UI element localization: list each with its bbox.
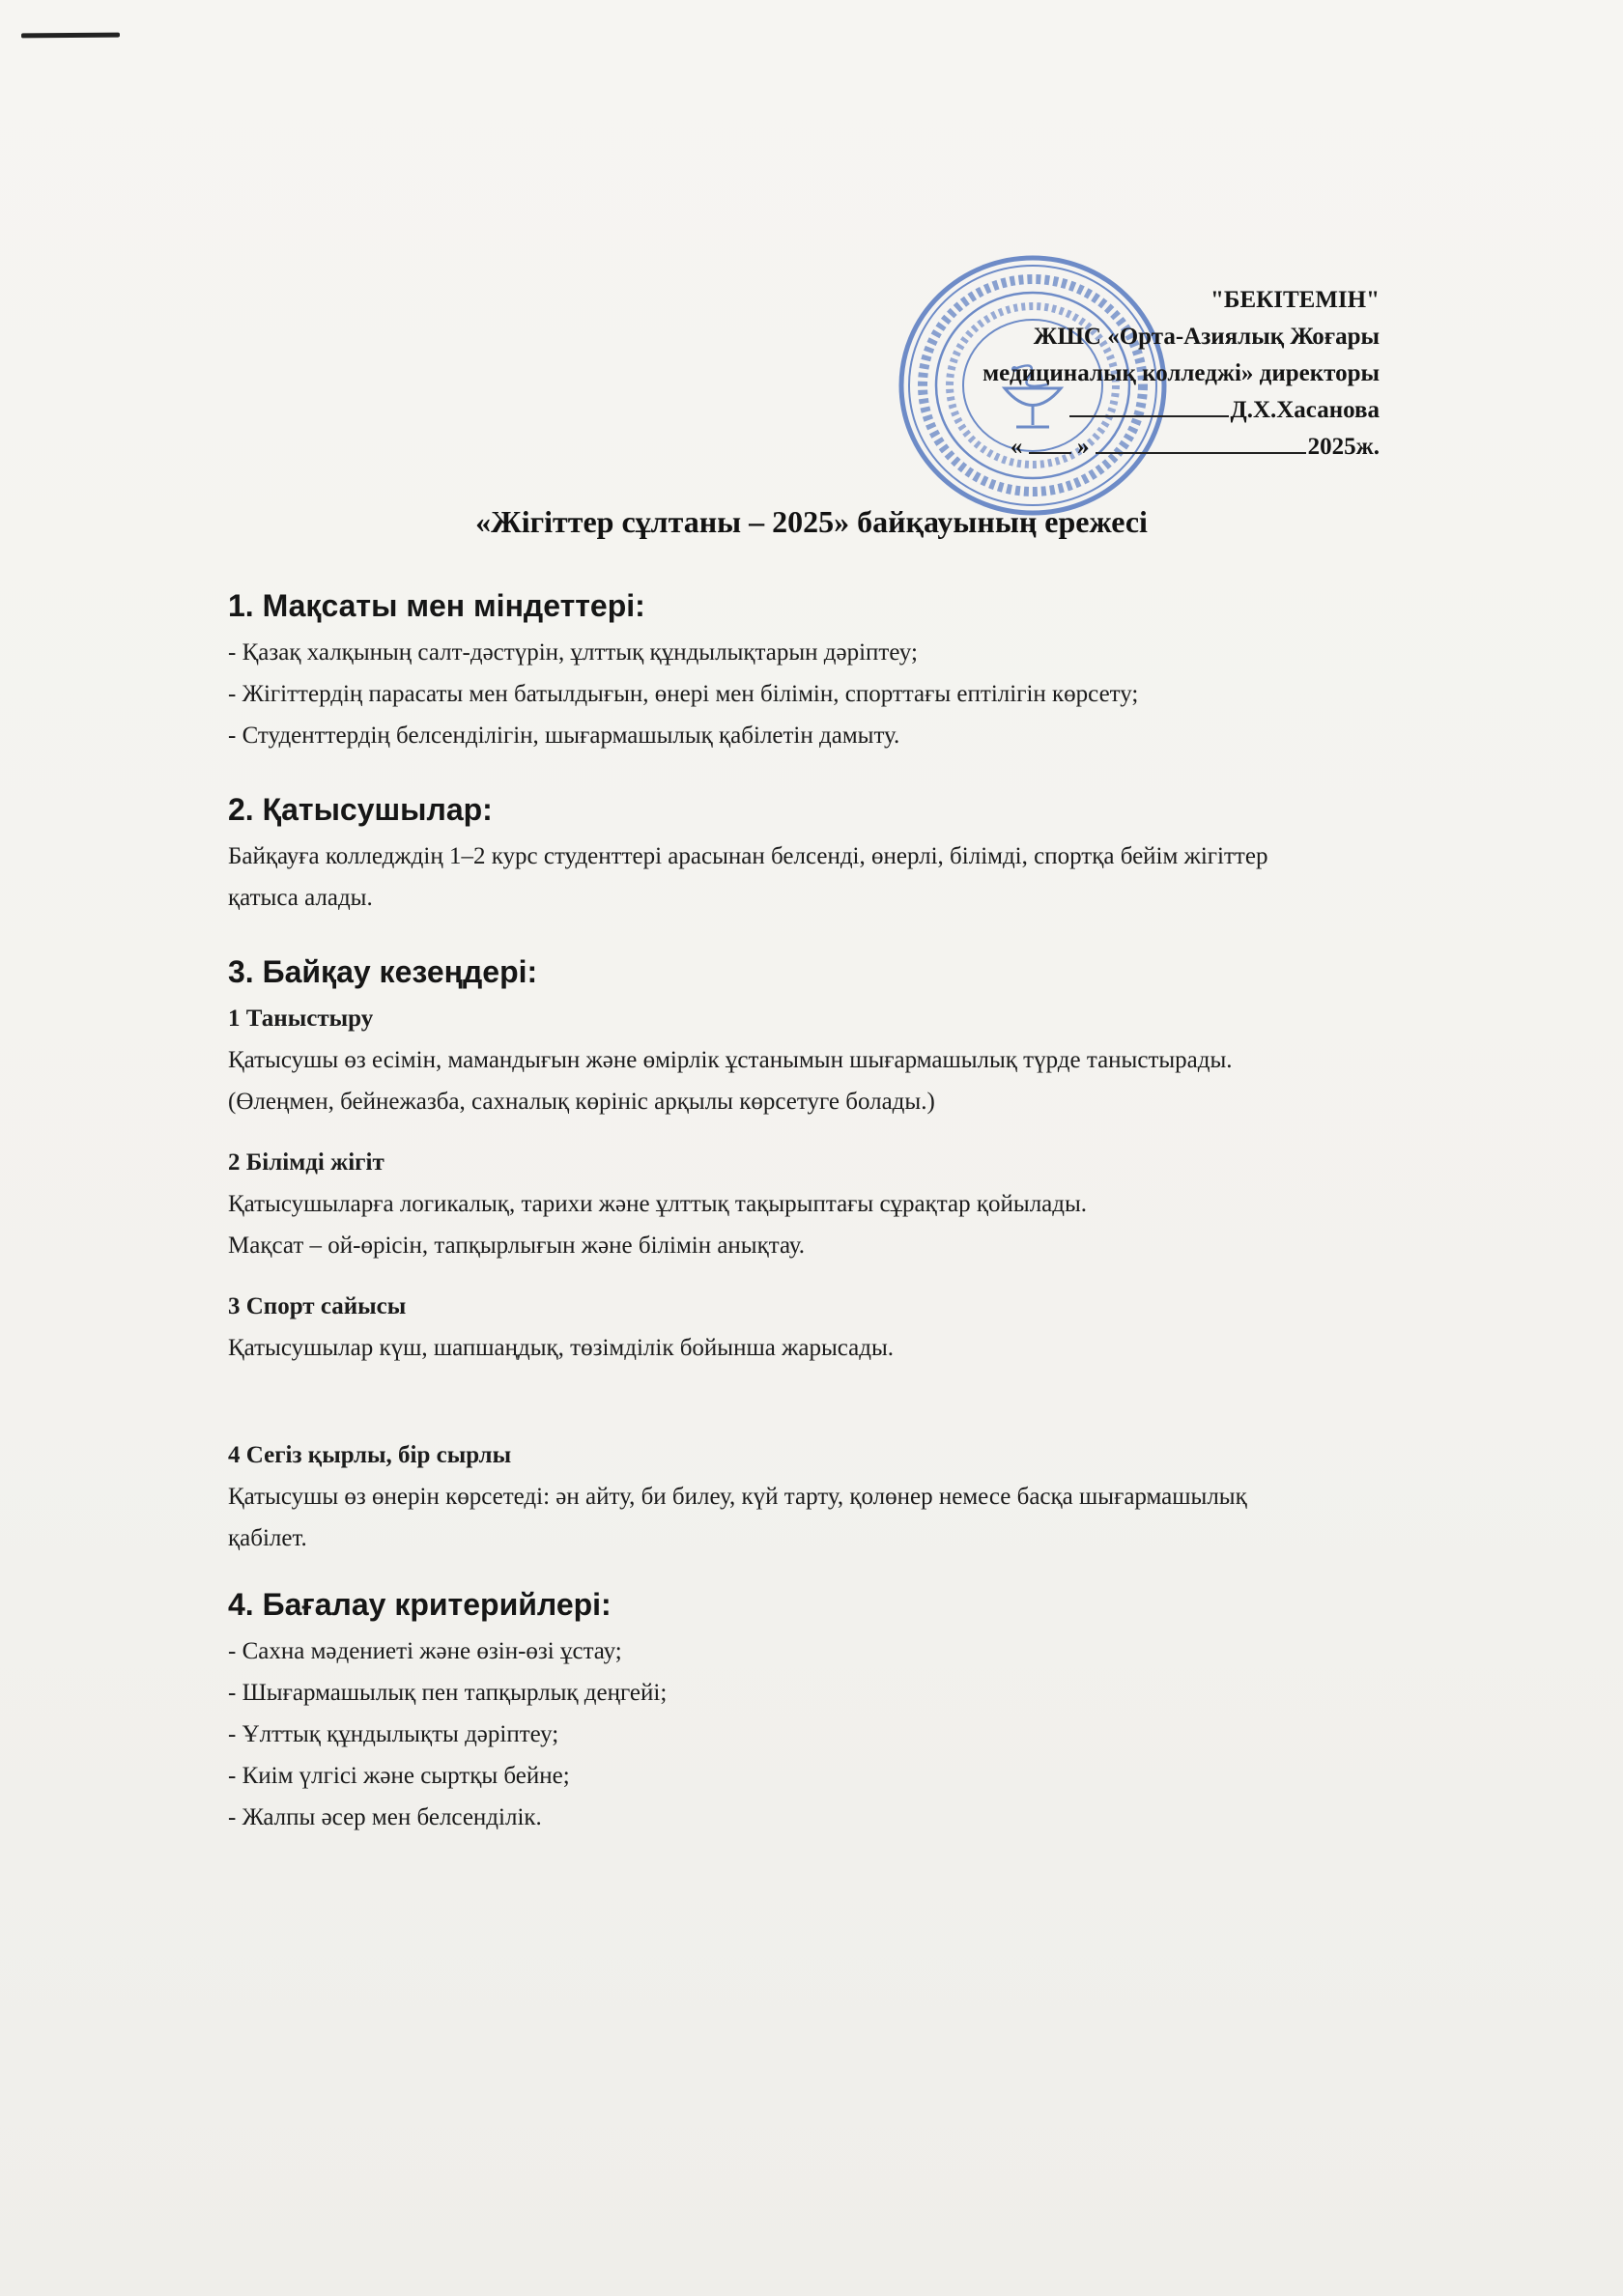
stage-2-title: 2 Білімді жігіт bbox=[228, 1149, 384, 1176]
stage-3-text: Қатысушылар күш, шапшаңдық, төзімділік бойынша жарысады. bbox=[228, 1335, 895, 1361]
date-day-blank bbox=[1029, 452, 1071, 454]
approval-position: медициналық колледжі» директоры bbox=[982, 360, 1380, 386]
section-1-heading: 1. Мақсаты мен міндеттері: bbox=[228, 588, 645, 623]
list-item: - Ұлттық құндылықты дәріптеу; bbox=[228, 1721, 559, 1747]
date-close-quote: » bbox=[1076, 434, 1090, 460]
list-item: - Қазақ халқының салт-дәстүрін, ұлттық құндылықтарын дәріптеу; bbox=[228, 639, 918, 666]
stage-3-title: 3 Спорт сайысы bbox=[228, 1293, 407, 1319]
approval-signature-line bbox=[982, 392, 1380, 429]
date-open-quote: « bbox=[1010, 434, 1023, 460]
spacer bbox=[228, 1122, 1387, 1142]
spacer bbox=[228, 1266, 1387, 1286]
list-item: - Киім үлгісі және сыртқы бейне; bbox=[228, 1763, 570, 1789]
spacer bbox=[228, 919, 1387, 946]
spacer bbox=[228, 1369, 1387, 1434]
signature-blank bbox=[1069, 415, 1229, 417]
approval-director-name: Д.Х.Хасанова bbox=[1230, 397, 1380, 423]
date-year: 2025ж. bbox=[1307, 434, 1380, 460]
section-3-heading: 3. Байқау кезеңдері: bbox=[228, 954, 538, 989]
document-body bbox=[228, 580, 1387, 1838]
spacer bbox=[228, 1559, 1387, 1578]
stage-2-goal: Мақсат – ой-өрісін, тапқырлығын және білімін анықтау. bbox=[228, 1233, 806, 1259]
approval-organization: ЖШС «Орта-Азиялық Жоғары bbox=[1033, 324, 1380, 350]
section-4-heading: 4. Бағалау критерийлері: bbox=[228, 1587, 612, 1622]
section-2-heading: 2. Қатысушылар: bbox=[228, 792, 493, 827]
approval-heading: "БЕКІТЕМІН" bbox=[1210, 287, 1380, 313]
date-month-blank bbox=[1096, 452, 1306, 454]
stage-2-text: Қатысушыларға логикалық, тарихи және ұлттық тақырыптағы сұрақтар қойылады. bbox=[228, 1191, 1088, 1217]
list-item: - Жалпы әсер мен белсенділік. bbox=[228, 1804, 542, 1830]
stage-1-text: Қатысушы өз есімін, мамандығын және өмірлік ұстанымын шығармашылық түрде таныстырады. bbox=[228, 1047, 1233, 1073]
list-item: - Студенттердің белсенділігін, шығармашылық қабілетін дамыту. bbox=[228, 723, 900, 749]
corner-mark bbox=[21, 33, 120, 39]
participants-text: Байқауға колледждің 1–2 курс студенттері арасынан белсенді, өнерлі, білімді, спортқа бейім жігіттер қатыса алады. bbox=[228, 843, 1268, 911]
list-item: - Жігіттердің парасаты мен батылдығын, өнері мен білімін, спорттағы ептілігін көрсету; bbox=[228, 681, 1139, 707]
spacer bbox=[228, 756, 1387, 783]
stage-1-note: (Өлеңмен, бейнежазба, сахналық көрініс арқылы көрсетуге болады.) bbox=[228, 1089, 935, 1115]
approval-block bbox=[982, 282, 1380, 466]
approval-date-line bbox=[982, 429, 1380, 466]
stage-4-title: 4 Сегіз қырлы, бір сырлы bbox=[228, 1442, 512, 1468]
list-item: - Сахна мәдениеті және өзін-өзі ұстау; bbox=[228, 1638, 622, 1664]
list-item: - Шығармашылық пен тапқырлық деңгейі; bbox=[228, 1680, 668, 1706]
stage-4-text: Қатысушы өз өнерін көрсетеді: ән айту, би билеу, күй тарту, қолөнер немесе басқа шығармашылық қабілет. bbox=[228, 1484, 1247, 1551]
document-title: «Жігіттер сұлтаны – 2025» байқауының ережесі bbox=[475, 504, 1148, 539]
stage-1-title: 1 Таныстыру bbox=[228, 1006, 374, 1032]
